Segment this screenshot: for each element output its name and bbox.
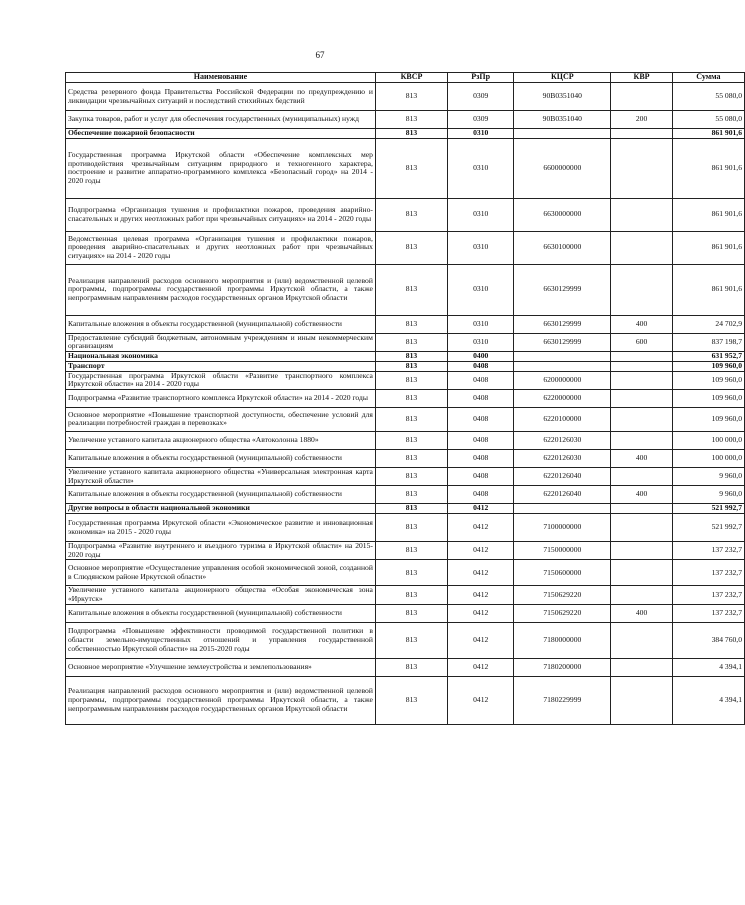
row-sum: 109 960,0 <box>672 407 744 431</box>
row-kvsr: 813 <box>375 361 447 371</box>
row-kvsr: 813 <box>375 315 447 333</box>
row-kvsr: 813 <box>375 622 447 658</box>
row-rzpr: 0412 <box>448 658 514 676</box>
row-kvsr: 813 <box>375 407 447 431</box>
row-rzpr: 0412 <box>448 542 514 560</box>
row-kvr <box>611 514 673 542</box>
row-kvsr: 813 <box>375 658 447 676</box>
table-row <box>66 676 745 724</box>
table-row <box>66 333 745 351</box>
row-name: Реализация направлений расходов основного мероприятия и (или) ведомственной целевой программы, подпрограммы государственной программы Иркутской области, а также непрограммным направлениям расходов государственных органов Иркутской области <box>66 676 376 724</box>
row-name: Капитальные вложения в объекты государственной (муниципальной) собственности <box>66 604 376 622</box>
row-rzpr: 0408 <box>448 361 514 371</box>
row-sum: 861 901,6 <box>672 231 744 264</box>
table-row <box>66 604 745 622</box>
row-kvsr: 813 <box>375 467 447 485</box>
row-kcsr: 6630000000 <box>514 198 611 231</box>
header-rzpr: РзПр <box>448 73 514 83</box>
row-sum: 55 080,0 <box>672 83 744 111</box>
row-name: Подпрограмма «Организация тушения и профилактики пожаров, проведения аварийно-спасательных и других неотложных работ при чрезвычайных ситуациях» на 2014 - 2020 годы <box>66 198 376 231</box>
row-sum: 109 960,0 <box>672 371 744 389</box>
row-kcsr: 7150629220 <box>514 604 611 622</box>
table-row <box>66 371 745 389</box>
row-name: Капитальные вложения в объекты государственной (муниципальной) собственности <box>66 315 376 333</box>
row-kvr <box>611 622 673 658</box>
row-name: Национальная экономика <box>66 352 376 362</box>
row-kvsr: 813 <box>375 449 447 467</box>
row-kcsr: 6220100000 <box>514 407 611 431</box>
row-rzpr: 0310 <box>448 138 514 198</box>
table-row <box>66 129 745 139</box>
row-sum: 137 232,7 <box>672 560 744 586</box>
row-sum: 384 760,0 <box>672 622 744 658</box>
row-rzpr: 0408 <box>448 486 514 504</box>
row-sum: 109 960,0 <box>672 361 744 371</box>
row-kvsr: 813 <box>375 333 447 351</box>
row-kvr <box>611 198 673 231</box>
header-kvsr: КВСР <box>375 73 447 83</box>
table-row <box>66 111 745 129</box>
header-name: Наименование <box>66 73 376 83</box>
row-kvr <box>611 431 673 449</box>
row-rzpr: 0412 <box>448 586 514 604</box>
row-kvsr: 813 <box>375 83 447 111</box>
row-kcsr: 7100000000 <box>514 514 611 542</box>
row-kvsr: 813 <box>375 486 447 504</box>
table-row <box>66 361 745 371</box>
row-kvr <box>611 129 673 139</box>
row-kvsr: 813 <box>375 111 447 129</box>
row-sum: 100 000,0 <box>672 449 744 467</box>
row-sum: 861 901,6 <box>672 129 744 139</box>
header-sum: Сумма <box>672 73 744 83</box>
row-kcsr: 6630129999 <box>514 264 611 315</box>
row-rzpr: 0412 <box>448 676 514 724</box>
row-name: Подпрограмма «Развитие внутреннего и въездного туризма в Иркутской области» на 2015-2020 годы <box>66 542 376 560</box>
row-kvr <box>611 389 673 407</box>
row-rzpr: 0408 <box>448 449 514 467</box>
row-sum: 9 960,0 <box>672 486 744 504</box>
row-kvr <box>611 586 673 604</box>
row-rzpr: 0408 <box>448 371 514 389</box>
row-name: Подпрограмма «Повышение эффективности проводимой государственной политики в области земельно-имущественных отношений и управления государственной собственностью Иркутской области» на 2015-2020 годы <box>66 622 376 658</box>
row-kvr: 400 <box>611 315 673 333</box>
row-kcsr: 6220000000 <box>514 389 611 407</box>
table-row <box>66 622 745 658</box>
row-rzpr: 0310 <box>448 129 514 139</box>
row-rzpr: 0310 <box>448 264 514 315</box>
row-name: Средства резервного фонда Правительства Российской Федерации по предупреждению и ликвидации чрезвычайных ситуаций и последствий стихийных бедствий <box>66 83 376 111</box>
row-sum: 861 901,6 <box>672 198 744 231</box>
row-name: Обеспечение пожарной безопасности <box>66 129 376 139</box>
row-rzpr: 0310 <box>448 231 514 264</box>
row-kvsr: 813 <box>375 352 447 362</box>
row-kvsr: 813 <box>375 264 447 315</box>
row-sum: 137 232,7 <box>672 542 744 560</box>
row-kcsr: 6600000000 <box>514 138 611 198</box>
table-row <box>66 198 745 231</box>
table-row <box>66 542 745 560</box>
row-name: Реализация направлений расходов основного мероприятия и (или) ведомственной целевой программы, подпрограммы государственной программы Иркутской области, а также непрограммным направлениям расходов государственных органов Иркутской области <box>66 264 376 315</box>
row-kvr <box>611 264 673 315</box>
row-sum: 631 952,7 <box>672 352 744 362</box>
row-rzpr: 0408 <box>448 389 514 407</box>
row-kvr: 200 <box>611 111 673 129</box>
row-sum: 9 960,0 <box>672 467 744 485</box>
row-kcsr: 7180229999 <box>514 676 611 724</box>
table-row <box>66 264 745 315</box>
row-rzpr: 0408 <box>448 407 514 431</box>
table-row <box>66 514 745 542</box>
row-kvr <box>611 361 673 371</box>
row-name: Основное мероприятие «Повышение транспортной доступности, обеспечение условий для реализации потребностей граждан в перевозках» <box>66 407 376 431</box>
row-kcsr: 6630129999 <box>514 333 611 351</box>
row-kvr <box>611 467 673 485</box>
row-kvsr: 813 <box>375 586 447 604</box>
table-row <box>66 658 745 676</box>
row-kvr: 600 <box>611 333 673 351</box>
row-kcsr <box>514 504 611 514</box>
row-kcsr: 6220126040 <box>514 467 611 485</box>
row-name: Увеличение уставного капитала акционерного общества «Особая экономическая зона «Иркутск» <box>66 586 376 604</box>
table-row <box>66 83 745 111</box>
row-kvsr: 813 <box>375 504 447 514</box>
row-kvsr: 813 <box>375 231 447 264</box>
row-sum: 4 394,1 <box>672 676 744 724</box>
row-sum: 109 960,0 <box>672 389 744 407</box>
table-row <box>66 231 745 264</box>
row-kvr <box>611 352 673 362</box>
table-row <box>66 449 745 467</box>
row-rzpr: 0309 <box>448 83 514 111</box>
page-number: 67 <box>315 50 325 60</box>
row-name: Основное мероприятие «Осуществление управления особой экономической зоной, созданной в Слюдянском районе Иркутской области» <box>66 560 376 586</box>
row-kvr: 400 <box>611 449 673 467</box>
row-kcsr: 90В0351040 <box>514 111 611 129</box>
table-row <box>66 431 745 449</box>
table-row <box>66 352 745 362</box>
row-name: Увеличение уставного капитала акционерного общества «Автоколонна 1880» <box>66 431 376 449</box>
row-rzpr: 0412 <box>448 604 514 622</box>
table-row <box>66 467 745 485</box>
row-rzpr: 0408 <box>448 431 514 449</box>
row-name: Государственная программа Иркутской области «Экономическое развитие и инновационная экономика» на 2015 - 2020 годы <box>66 514 376 542</box>
row-kvr <box>611 676 673 724</box>
row-name: Закупка товаров, работ и услуг для обеспечения государственных (муниципальных) нужд <box>66 111 376 129</box>
row-sum: 137 232,7 <box>672 586 744 604</box>
table-row <box>66 504 745 514</box>
row-kcsr: 6220126040 <box>514 486 611 504</box>
row-kcsr: 6220126030 <box>514 449 611 467</box>
row-kvr <box>611 407 673 431</box>
row-name: Государственная программа Иркутской области «Развитие транспортного комплекса Иркутской области» на 2014 - 2020 годы <box>66 371 376 389</box>
row-kvsr: 813 <box>375 431 447 449</box>
row-kvr <box>611 371 673 389</box>
row-sum: 24 702,9 <box>672 315 744 333</box>
budget-table <box>65 72 745 725</box>
row-kvr <box>611 658 673 676</box>
row-kcsr: 7150000000 <box>514 542 611 560</box>
row-sum: 100 000,0 <box>672 431 744 449</box>
row-kvr: 400 <box>611 486 673 504</box>
row-kvsr: 813 <box>375 514 447 542</box>
row-kcsr: 6200000000 <box>514 371 611 389</box>
row-kvsr: 813 <box>375 676 447 724</box>
row-kcsr: 6630129999 <box>514 315 611 333</box>
row-rzpr: 0412 <box>448 514 514 542</box>
row-kvr <box>611 83 673 111</box>
row-rzpr: 0310 <box>448 315 514 333</box>
header-kvr: КВР <box>611 73 673 83</box>
row-kcsr <box>514 352 611 362</box>
row-name: Предоставление субсидий бюджетным, автономным учреждениям и иным некоммерческим организациям <box>66 333 376 351</box>
row-kcsr: 6220126030 <box>514 431 611 449</box>
row-kcsr: 90В0351040 <box>514 83 611 111</box>
table-row <box>66 486 745 504</box>
row-kvsr: 813 <box>375 371 447 389</box>
row-kvsr: 813 <box>375 198 447 231</box>
row-rzpr: 0310 <box>448 198 514 231</box>
table-header-row <box>66 73 745 83</box>
row-rzpr: 0412 <box>448 504 514 514</box>
row-kcsr: 6630100000 <box>514 231 611 264</box>
row-kcsr: 7150629220 <box>514 586 611 604</box>
row-sum: 521 992,7 <box>672 514 744 542</box>
row-kcsr: 7150600000 <box>514 560 611 586</box>
table-row <box>66 389 745 407</box>
row-kvr <box>611 504 673 514</box>
row-kcsr: 7180200000 <box>514 658 611 676</box>
row-name: Основное мероприятие «Улучшение землеустройства и землепользования» <box>66 658 376 676</box>
row-rzpr: 0412 <box>448 560 514 586</box>
row-name: Государственная программа Иркутской области «Обеспечение комплексных мер противодействия чрезвычайным ситуациям природного и техногенного характера, построение и развитие аппаратно-программного комплекса «Безопасный город» на 2014 - 2020 годы <box>66 138 376 198</box>
row-name: Подпрограмма «Развитие транспортного комплекса Иркутской области» на 2014 - 2020 годы <box>66 389 376 407</box>
row-sum: 521 992,7 <box>672 504 744 514</box>
row-sum: 137 232,7 <box>672 604 744 622</box>
row-name: Капитальные вложения в объекты государственной (муниципальной) собственности <box>66 449 376 467</box>
row-sum: 861 901,6 <box>672 138 744 198</box>
row-name: Транспорт <box>66 361 376 371</box>
row-kvsr: 813 <box>375 542 447 560</box>
row-kvsr: 813 <box>375 389 447 407</box>
row-kvr <box>611 138 673 198</box>
table-row <box>66 138 745 198</box>
table-row <box>66 560 745 586</box>
row-name: Увеличение уставного капитала акционерного общества «Универсальная электронная карта Иркутской области» <box>66 467 376 485</box>
row-kvsr: 813 <box>375 560 447 586</box>
row-kcsr <box>514 129 611 139</box>
row-kvsr: 813 <box>375 604 447 622</box>
row-name: Капитальные вложения в объекты государственной (муниципальной) собственности <box>66 486 376 504</box>
row-rzpr: 0412 <box>448 622 514 658</box>
row-sum: 837 198,7 <box>672 333 744 351</box>
row-kvsr: 813 <box>375 138 447 198</box>
row-kvsr: 813 <box>375 129 447 139</box>
table-row <box>66 315 745 333</box>
row-sum: 861 901,6 <box>672 264 744 315</box>
row-sum: 55 080,0 <box>672 111 744 129</box>
row-kcsr: 7180000000 <box>514 622 611 658</box>
table-body <box>66 83 745 725</box>
row-rzpr: 0309 <box>448 111 514 129</box>
row-kvr <box>611 231 673 264</box>
table-row <box>66 407 745 431</box>
row-name: Ведомственная целевая программа «Организация тушения и профилактики пожаров, проведения аварийно-спасательных и других неотложных работ при чрезвычайных ситуациях» на 2014 - 2020 годы <box>66 231 376 264</box>
row-kvr <box>611 542 673 560</box>
row-rzpr: 0400 <box>448 352 514 362</box>
row-kvr: 400 <box>611 604 673 622</box>
row-kcsr <box>514 361 611 371</box>
row-rzpr: 0408 <box>448 467 514 485</box>
row-rzpr: 0310 <box>448 333 514 351</box>
row-kvr <box>611 560 673 586</box>
row-name: Другие вопросы в области национальной экономики <box>66 504 376 514</box>
table-row <box>66 586 745 604</box>
row-sum: 4 394,1 <box>672 658 744 676</box>
header-kcsr: КЦСР <box>514 73 611 83</box>
